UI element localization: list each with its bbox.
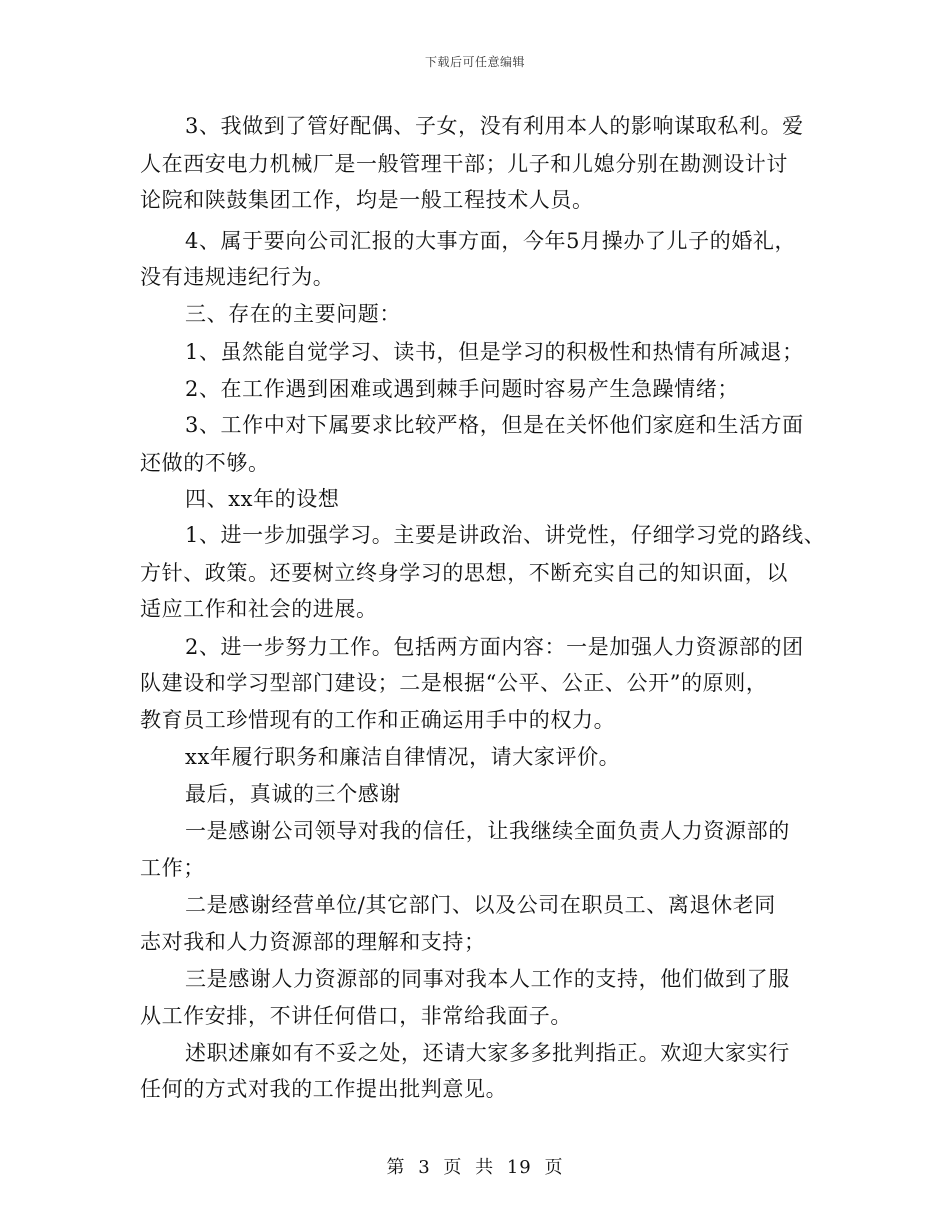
paragraph-line: 没有违规违纪行为。: [140, 265, 335, 289]
paragraph-line: 1、虽然能自觉学习、读书，但是学习的积极性和热情有所减退；: [185, 340, 804, 364]
paragraph-line: xx年履行职务和廉洁自律情况，请大家评价。: [185, 745, 621, 769]
paragraph-line: 人在西安电力机械厂是一般管理干部；儿子和儿媳分别在勘测设计讨: [140, 152, 788, 176]
paragraph-line: 3、工作中对下属要求比较严格，但是在关怀他们家庭和生活方面: [185, 413, 804, 437]
paragraph-line: 队建设和学习型部门建设；二是根据“公平、公正、公开”的原则，: [140, 671, 768, 695]
paragraph-line: 最后，真诚的三个感谢: [185, 782, 401, 806]
paragraph-line: 工作；: [140, 856, 205, 880]
paragraph-line: 论院和陕鼓集团工作，均是一般工程技术人员。: [140, 188, 594, 212]
paragraph-line: 适应工作和社会的进展。: [140, 597, 378, 621]
paragraph-line: 方针、政策。还要树立终身学习的思想，不断充实自己的知识面，以: [140, 561, 788, 585]
paragraph-line: 3、我做到了管好配偶、子女，没有利用本人的影响谋取私利。爱: [185, 114, 804, 138]
paragraph-line: 还做的不够。: [140, 451, 270, 475]
paragraph-line: 三是感谢人力资源部的同事对我本人工作的支持，他们做到了服: [185, 967, 790, 991]
paragraph-line: 教育员工珍惜现有的工作和正确运用手中的权力。: [140, 708, 616, 732]
paragraph-line: 从工作安排，不讲任何借口，非常给我面子。: [140, 1004, 572, 1028]
page-header: 下载后可任意编辑: [424, 55, 525, 69]
paragraph-line: 1、进一步加强学习。主要是讲政治、讲党性，仔细学习党的路线、: [185, 523, 826, 547]
paragraph-line: 二是感谢经营单位/其它部门、以及公司在职员工、离退休老同: [185, 893, 776, 917]
paragraph-line: 2、进一步努力工作。包括两方面内容：一是加强人力资源部的团: [185, 635, 804, 659]
paragraph-line: 一是感谢公司领导对我的信任，让我继续全面负责人力资源部的: [185, 819, 790, 843]
paragraph-line: 述职述廉如有不妥之处，还请大家多多批判指正。欢迎大家实行: [185, 1041, 790, 1065]
paragraph-line: 2、在工作遇到困难或遇到棘手问题时容易产生急躁情绪；: [185, 377, 739, 401]
section-heading: 四、xx年的设想: [185, 487, 340, 511]
page-footer: 第 3 页 共 19 页: [386, 1157, 564, 1178]
section-heading: 三、存在的主要问题：: [185, 302, 401, 326]
paragraph-line: 4、属于要向公司汇报的大事方面，今年5月操办了儿子的婚礼，: [185, 229, 797, 253]
paragraph-line: 任何的方式对我的工作提出批判意见。: [140, 1077, 508, 1101]
paragraph-line: 志对我和人力资源部的理解和支持；: [140, 930, 486, 954]
